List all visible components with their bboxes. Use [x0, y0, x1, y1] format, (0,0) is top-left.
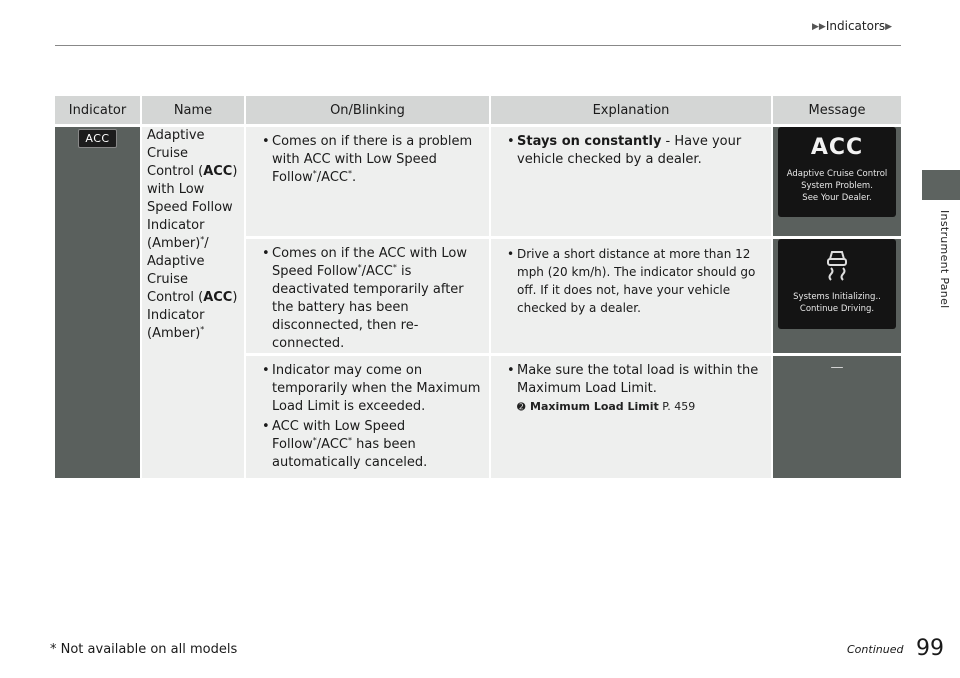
- explanation-cell: [491, 353, 773, 478]
- message-text: Adaptive Cruise Control System Problem. See Your Dealer.: [786, 169, 888, 203]
- message-screen: [778, 127, 896, 217]
- list-item: • Comes on if there is a problem with ACC with Low Speed Follow*/ACC*.: [262, 134, 473, 185]
- column-header: Name: [142, 96, 246, 124]
- page-header: [0, 0, 960, 48]
- column-header: Message: [773, 96, 901, 124]
- indicator-cell: [55, 124, 142, 478]
- on-blinking-cell: [246, 236, 491, 353]
- chapter-tab: [922, 170, 960, 200]
- list-item: • Comes on if the ACC with Low Speed Follow*/ACC* is deactivated temporarily after the battery has been disconnected, then re-connected.: [262, 246, 467, 351]
- message-cell: [773, 353, 901, 478]
- table-row: [55, 124, 901, 236]
- list-item: • Drive a short distance at more than 12 mph (20 km/h). The indicator should go off. If it does not, have your vehicle checked by a dealer.: [507, 247, 756, 315]
- column-header: On/Blinking: [246, 96, 491, 124]
- breadcrumb-arrow-icon: ▶▶: [812, 22, 826, 32]
- list-item: • Make sure the total load is within the Maximum Load Limit.: [507, 363, 759, 396]
- on-blinking-cell: [246, 353, 491, 478]
- breadcrumb[interactable]: [812, 19, 892, 33]
- explanation-cell: [491, 236, 773, 353]
- column-header: Explanation: [491, 96, 773, 124]
- on-blinking-cell: [246, 124, 491, 236]
- page-number: 99: [916, 636, 944, 661]
- acc-indicator-icon: ACC: [78, 129, 116, 148]
- list-item: • Stays on constantly - Have your vehicle checked by a dealer.: [507, 134, 742, 167]
- breadcrumb-section[interactable]: Indicators: [825, 19, 886, 33]
- message-text: Systems Initializing.. Continue Driving.: [793, 292, 881, 314]
- no-message-dash: —: [830, 360, 844, 375]
- column-header: Indicator: [55, 96, 142, 124]
- message-cell: [773, 124, 901, 236]
- explanation-cell: [491, 124, 773, 236]
- cross-reference-link[interactable]: ➋ Maximum Load Limit P. 459: [517, 400, 696, 413]
- message-title: ACC: [810, 135, 864, 160]
- breadcrumb-arrow-icon: ▶: [885, 22, 893, 32]
- message-cell: [773, 236, 901, 353]
- message-screen: [778, 239, 896, 329]
- list-item: • Indicator may come on temporarily when the Maximum Load Limit is exceeded.: [262, 363, 481, 414]
- header-rule: [55, 45, 901, 46]
- chapter-label: Instrument Panel: [938, 210, 951, 309]
- indicator-table: [55, 96, 901, 478]
- indicator-name: Adaptive Cruise Control (ACC) with Low Speed Follow Indicator (Amber)*/ Adaptive Cruise Control (ACC) Indicator (Amber)*: [147, 128, 238, 341]
- table-header-row: [55, 96, 901, 124]
- footnote: * Not available on all models: [50, 642, 238, 657]
- continued-label: Continued: [847, 643, 904, 656]
- reference-arrow-icon: ➋: [517, 402, 526, 413]
- list-item: • ACC with Low Speed Follow*/ACC* has been automatically canceled.: [262, 419, 428, 470]
- vehicle-sensor-icon: [778, 247, 896, 285]
- name-cell: [142, 124, 246, 478]
